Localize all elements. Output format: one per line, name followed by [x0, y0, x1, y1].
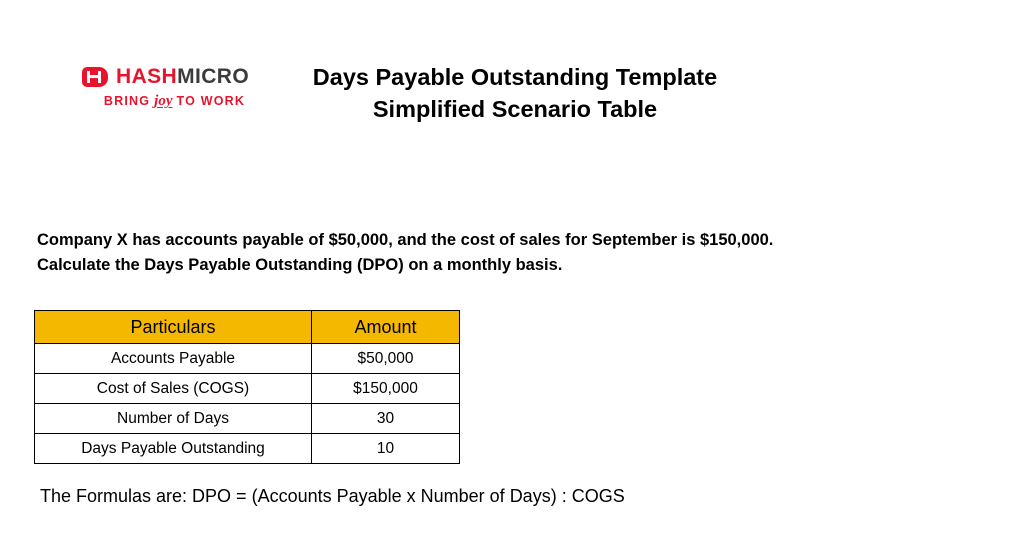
- row-value: 10: [312, 434, 460, 464]
- page-title-line-1: Days Payable Outstanding Template: [312, 64, 718, 90]
- dpo-scenario-table: [34, 310, 460, 464]
- brand-logo: [82, 66, 267, 110]
- table-row: [35, 344, 460, 374]
- table-row: [35, 404, 460, 434]
- row-value: $150,000: [312, 374, 460, 404]
- logo-row: [82, 66, 267, 87]
- row-label: Accounts Payable: [35, 344, 312, 374]
- tagline-after: TO WORK: [176, 94, 246, 108]
- row-label: Cost of Sales (COGS): [35, 374, 312, 404]
- page-title-line-2: Simplified Scenario Table: [372, 95, 658, 122]
- formula-text: The Formulas are: DPO = (Accounts Payable x Number of Days) : COGS: [40, 486, 625, 506]
- logo-word-micro: MICRO: [177, 65, 250, 88]
- column-header-amount: Amount: [312, 311, 460, 344]
- table-header-row: [35, 311, 460, 344]
- column-header-particulars: Particulars: [35, 311, 312, 344]
- row-value: 30: [312, 404, 460, 434]
- table-row: [35, 374, 460, 404]
- row-label: Days Payable Outstanding: [35, 434, 312, 464]
- logo-wordmark: [116, 66, 249, 87]
- tagline-script-word: joy: [154, 93, 173, 109]
- logo-word-hash: HASH: [116, 65, 178, 88]
- logo-tagline: [82, 93, 267, 110]
- page-title: [280, 62, 750, 125]
- row-value: $50,000: [312, 344, 460, 374]
- table-row: [35, 434, 460, 464]
- hashmicro-cloud-icon: [82, 67, 108, 87]
- scenario-line-2: Calculate the Days Payable Outstanding (DPO) on a monthly basis.: [37, 255, 563, 274]
- scenario-line-1: Company X has accounts payable of $50,000, and the cost of sales for September is $150,000.: [37, 231, 774, 249]
- scenario-text: [37, 228, 967, 278]
- row-label: Number of Days: [35, 404, 312, 434]
- tagline-before: BRING: [103, 94, 151, 108]
